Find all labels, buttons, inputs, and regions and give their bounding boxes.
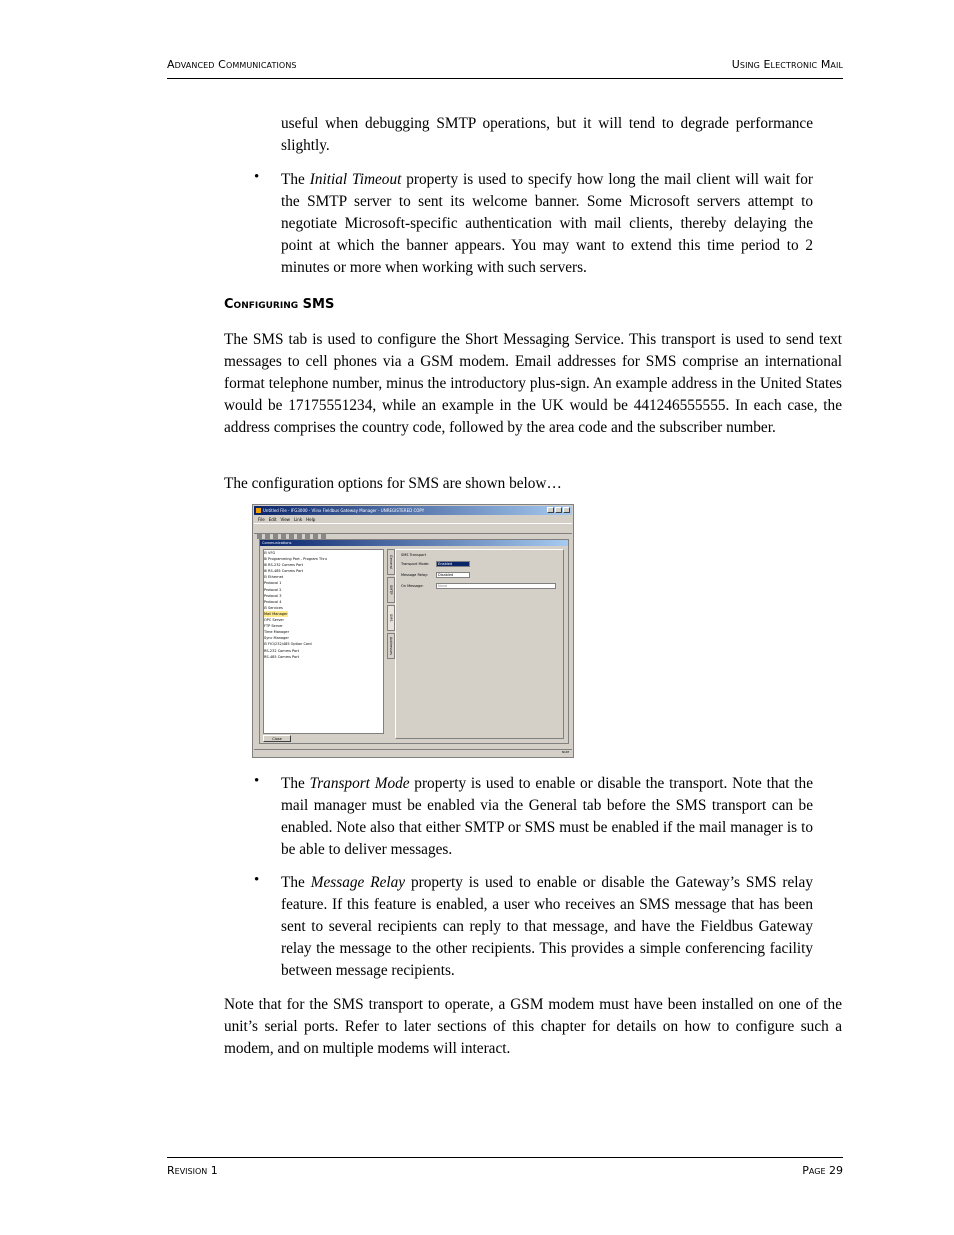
screenshot-toolbar: [254, 523, 572, 534]
screenshot-menubar: File Edit View Link Help: [258, 517, 316, 522]
sms-panel: SMS Transport Transport Mode: Enabled Message Relay: Disabled On Message: None: [395, 549, 564, 739]
paragraph-sms-intro: The SMS tab is used to configure the Short Messaging Service. This transport is used to send text messages to cell phones via a GSM modem. Email addresses for SMS comprise an international format telephone number, minus the introductory plus-sign. An example address in the United States would be 17175551234, while an example in the UK would be 441246555555. In each case, the address comprises the country code, followed by the area code and the subscriber number.: [224, 331, 842, 436]
bullet-marker: •: [254, 872, 260, 888]
page-header: [167, 56, 843, 79]
bullet-initial-timeout: The Initial Timeout property is used to specify how long the mail client will wait for the SMTP server to sent its welcome banner. Some Microsoft servers attempt to negotiate Microsoft-specific authentication with mail clients, thereby delaying the point at which the banner appears. You may want to extend this time period to 2 minutes or more when working with such servers.: [281, 171, 813, 276]
device-tree: ⊟ VFG ⊞ Programming Port - Program Thru ⊞ RS-232 Comms Port ⊞ RS-485 Comms Port ⊟ Ethernet Protocol 1 Protocol 2 Protocol 3 Protocol 4 ⊟ Services Mail Manager OPC Server FTP Server Time Manager Sync Manager ⊟ FIO/232/485 Option Card RS-232 Comms Port RS-485 Comms Port: [263, 549, 384, 734]
paragraph-note: Note that for the SMS transport to operate, a GSM modem must have been installed on one of the unit’s serial ports. Refer to later sections of this chapter for details on how to configure such a modem, and on multiple modems will interact.: [224, 996, 842, 1057]
term-transport-mode: Transport Mode: [309, 775, 410, 792]
paragraph-config-intro: The configuration options for SMS are shown below…: [224, 475, 562, 492]
bullet-marker: •: [254, 169, 260, 185]
settings-tabs: General SMTP SMS Addresses: [387, 549, 395, 659]
bullet-marker: •: [254, 773, 260, 789]
sms-config-screenshot: [252, 504, 574, 758]
footer-left: Revision 1: [167, 1164, 218, 1177]
bullet-transport-mode: The Transport Mode property is used to enable or disable the transport. Note that the mail manager must be enabled via the General tab before the SMS transport can be enabled. Note also that either SMTP or SMS must be enabled if the mail manager is to be able to deliver messages.: [281, 775, 813, 858]
term-message-relay: Message Relay: [310, 874, 406, 891]
term-initial-timeout: Initial Timeout: [309, 171, 402, 188]
app-icon: [256, 508, 261, 513]
paragraph-continued: useful when debugging SMTP operations, but it will tend to degrade performance slightly.: [281, 115, 813, 154]
screenshot-statusbar: NUM: [254, 749, 572, 756]
screenshot-titlebar: Untitled File - IFG3000 - Vlinx Fieldbus Gateway Manager - UNREGISTERED COPY: [254, 506, 572, 515]
bullet-message-relay: The Message Relay property is used to enable or disable the Gateway’s SMS relay feature. If this feature is enabled, a user who receives an SMS message that has been sent to several recipients can reply to that message, and have the Fieldbus Gateway relay the message to the other recipients. This provides a simple conferencing facility between message recipients.: [281, 874, 813, 979]
page-footer: [167, 1157, 843, 1177]
footer-right: Page 29: [802, 1164, 843, 1177]
close-button: Close: [263, 735, 291, 742]
header-right: Using Electronic Mail: [731, 58, 843, 71]
window-buttons: [546, 507, 570, 515]
communications-window: Communications ⊟ VFG ⊞ Programming Port - Program Thru ⊞ RS-232 Comms Port ⊞ RS-485 Comms Port ⊟ Ethernet Protocol 1 Protocol 2 Protocol 3 Protocol 4 ⊟ Services Mail Manager OPC Server FTP Server Time Manager Sync Manager ⊟ FIO/232/485 Option Card RS-232 Comms Port RS-485 Comms Port General SMTP SMS Addresses SMS Transport Transport Mode: Enabled Message Relay: Disabled On Message: None Close: [259, 539, 569, 744]
section-heading: Configuring SMS: [224, 297, 335, 312]
header-left: Advanced Communications: [167, 58, 297, 71]
